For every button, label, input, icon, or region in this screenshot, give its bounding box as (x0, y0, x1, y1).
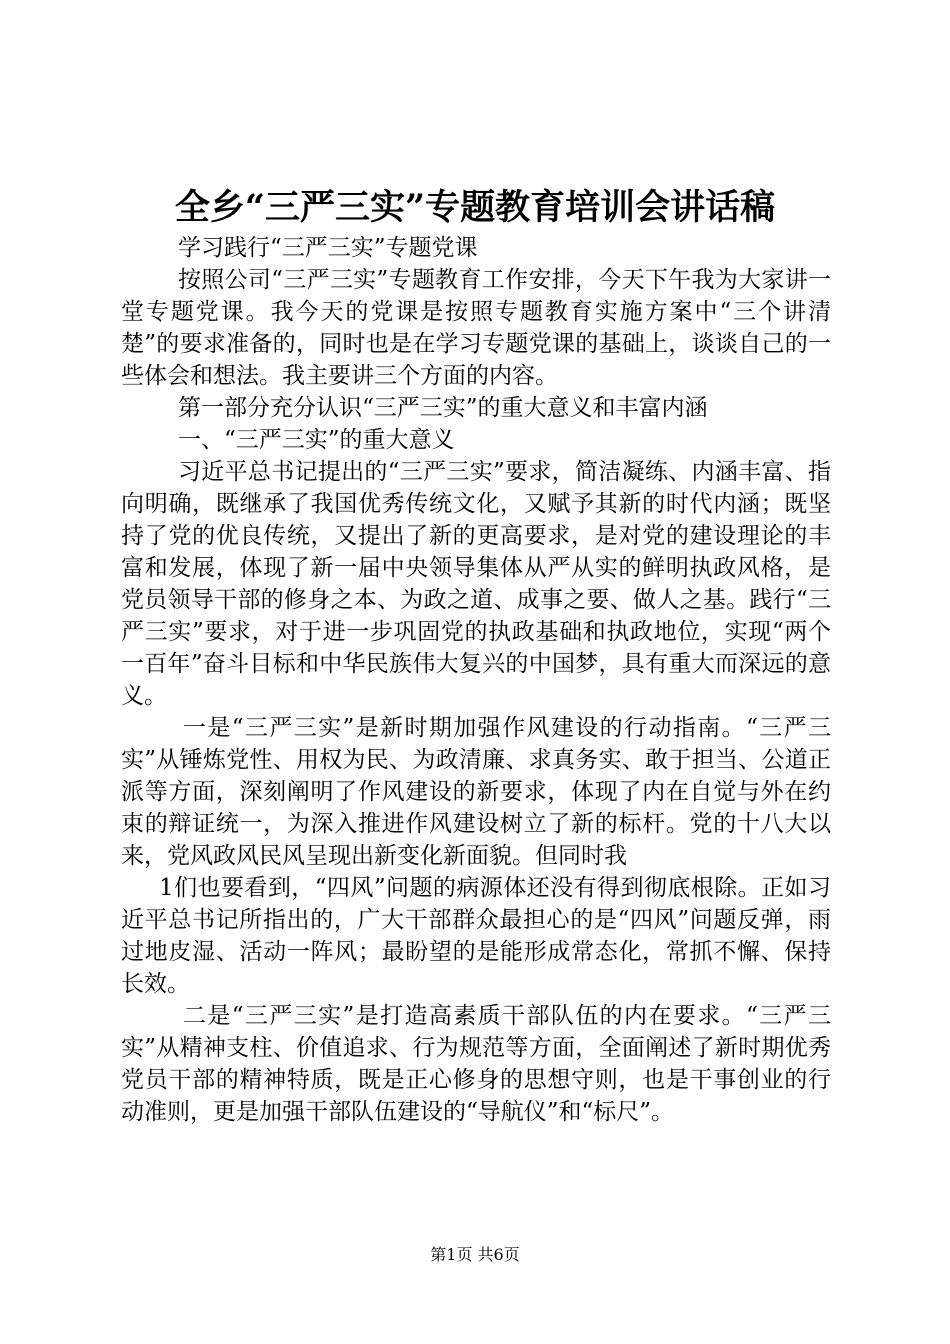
body-paragraph: 1们也要看到，“四风”问题的病源体还没有得到彻底根除。正如习近平总书记所指出的，广大干部群众最担心的是“四风”问题反弹，雨过地皮湿、活动一阵风；最盼望的是能形成常态化，常抓不懈、保持长效。 (121, 875, 831, 997)
body-paragraph: 习近平总书记提出的“三严三实”要求，简洁凝练、内涵丰富、指向明确，既继承了我国优秀传统文化，又赋予其新的时代内涵；既坚持了党的优良传统，又提出了新的更高要求，是对党的建设理论的丰富和发展，体现了新一届中央领导集体从严从实的鲜明执政风格，是党员领导干部的修身之本、为政之道、成事之要、做人之基。践行“三严三实”要求，对于进一步巩固党的执政基础和执政地位，实现“两个一百年”奋斗目标和中华民族伟大复兴的中国梦，具有重大而深远的意义。 (121, 459, 831, 709)
document-body (121, 232, 831, 1128)
page-footer: 第1页 共6页 (430, 1245, 520, 1264)
subsection-heading: 一、“三严三实”的重大意义 (178, 427, 455, 453)
body-paragraph: 一是“三严三实”是新时期加强作风建设的行动指南。“三严三实”从锤炼党性、用权为民、为政清廉、求真务实、敢于担当、公道正派等方面，深刻阐明了作风建设的新要求，体现了内在自觉与外在约束的辩证统一，为深入推进作风建设树立了新的标杆。党的十八大以来，党风政风民风呈现出新变化新面貌。但同时我 (121, 715, 831, 869)
section-heading: 第一部分充分认识“三严三实”的重大意义和丰富内涵 (178, 395, 708, 421)
body-paragraph: 二是“三严三实”是打造高素质干部队伍的内在要求。“三严三实”从精神支柱、价值追求、行为规范等方面，全面阐述了新时期优秀党员干部的精神特质，既是正心修身的思想守则，也是干事创业的行动准则，更是加强干部队伍建设的“导航仪”和“标尺”。 (121, 1003, 831, 1125)
intro-paragraph: 按照公司“三严三实”专题教育工作安排，今天下午我为大家讲一堂专题党课。我今天的党课是按照专题教育实施方案中“三个讲清楚”的要求准备的，同时也是在学习专题党课的基础上，谈谈自己的一些体会和想法。我主要讲三个方面的内容。 (121, 267, 831, 389)
document-title: 全乡“三严三实”专题教育培训会讲话稿 (174, 187, 776, 228)
subtitle-paragraph: 学习践行“三严三实”专题党课 (178, 235, 478, 261)
